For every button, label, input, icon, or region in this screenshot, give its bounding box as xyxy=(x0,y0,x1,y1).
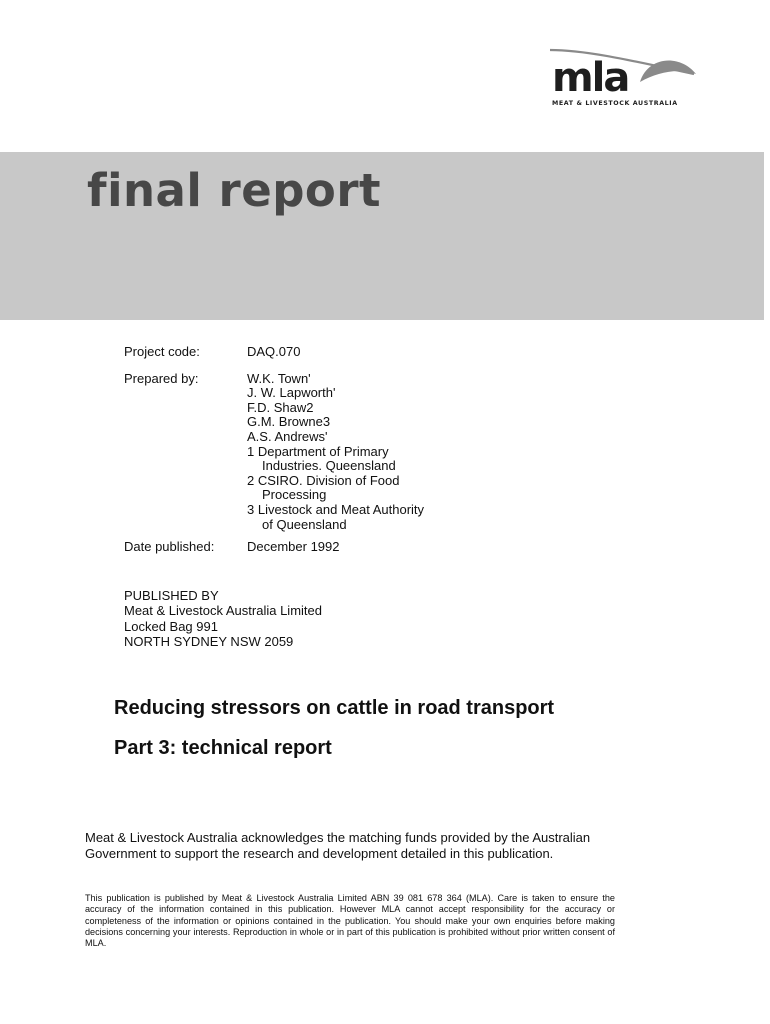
date-published-value: December 1992 xyxy=(247,539,340,555)
publisher-name: Meat & Livestock Australia Limited xyxy=(124,603,322,619)
date-published-label: Date published: xyxy=(124,539,215,555)
prepared-by-row xyxy=(124,372,424,533)
author: W.K. Town' xyxy=(247,370,311,386)
author: G.M. Browne3 xyxy=(247,414,331,430)
title-banner xyxy=(0,152,764,320)
acknowledgement-text: Meat & Livestock Australia acknowledges the matching funds provided by the Australian Government to support the research and development detailed in this publication. xyxy=(85,830,591,861)
publisher-city: NORTH SYDNEY NSW 2059 xyxy=(124,633,294,649)
project-code-label: Project code: xyxy=(124,344,200,359)
disclaimer-text: This publication is published by Meat & Livestock Australia Limited ABN 39 081 678 364 (MLA). Care is taken to ensure the accuracy of the information contained in this publication. However MLA cannot accept responsibility for the accuracy or completeness of the information or opinions contained in the publication. You should make your own enquiries before making decisions concerning your interests. Reproduction in whole or in part of this publication is prohibited without prior written consent of MLA. xyxy=(85,893,615,949)
document-type-title: final report xyxy=(87,164,382,217)
project-code-row xyxy=(124,345,424,360)
affiliation-continued: Industries. Queensland xyxy=(262,458,396,474)
author-list xyxy=(247,372,424,533)
prepared-by-label: Prepared by: xyxy=(124,370,199,386)
report-metadata xyxy=(124,345,424,555)
project-code-value: DAQ.070 xyxy=(247,344,301,359)
mla-logo xyxy=(548,44,700,114)
author: F.D. Shaw2 xyxy=(247,399,314,415)
affiliation: 3 Livestock and Meat Authority xyxy=(247,501,425,517)
author: A.S. Andrews' xyxy=(247,428,328,444)
affiliation-continued: of Queensland xyxy=(262,516,347,532)
publisher-heading: PUBLISHED BY xyxy=(124,588,219,603)
publisher-address: Locked Bag 991 xyxy=(124,618,218,634)
author: J. W. Lapworth' xyxy=(247,385,336,401)
publisher-block xyxy=(124,588,322,649)
report-title: Reducing stressors on cattle in road transport xyxy=(114,697,555,719)
logo-wordmark: mla xyxy=(552,55,629,101)
affiliation: 2 CSIRO. Division of Food xyxy=(247,472,400,488)
report-subtitle: Part 3: technical report xyxy=(114,737,332,759)
affiliation-continued: Processing xyxy=(262,487,327,503)
affiliation: 1 Department of Primary xyxy=(247,443,389,459)
date-published-row xyxy=(124,540,424,555)
logo-subtitle: MEAT & LIVESTOCK AUSTRALIA xyxy=(552,100,678,107)
